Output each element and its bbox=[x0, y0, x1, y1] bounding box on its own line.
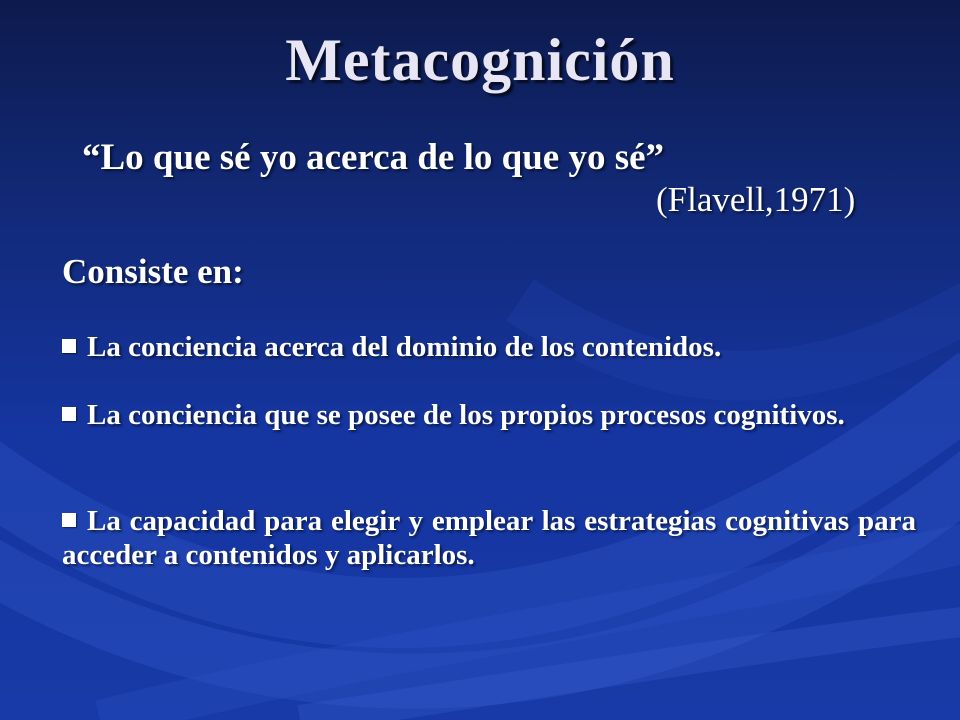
square-bullet-icon bbox=[62, 339, 76, 353]
square-bullet-icon bbox=[62, 513, 76, 527]
bullet-item-text: La conciencia que se posee de los propios procesos cognitivos. bbox=[87, 399, 845, 431]
quote-attribution: (Flavell,1971) bbox=[656, 180, 856, 219]
slide-title: Metacognición bbox=[285, 27, 675, 93]
bullet-item-text: La conciencia acerca del dominio de los contenidos. bbox=[87, 331, 722, 363]
bullet-item bbox=[62, 504, 916, 572]
section-heading: Consiste en: bbox=[62, 252, 244, 291]
square-bullet-icon bbox=[62, 407, 76, 421]
bullet-item bbox=[62, 330, 916, 364]
quote: “Lo que sé yo acerca de lo que yo sé” bbox=[82, 137, 665, 178]
bullet-item-text: La capacidad para elegir y emplear las estrategias cognitivas para acceder a contenidos y aplicarlos. bbox=[62, 505, 916, 571]
bullet-item bbox=[62, 398, 916, 432]
